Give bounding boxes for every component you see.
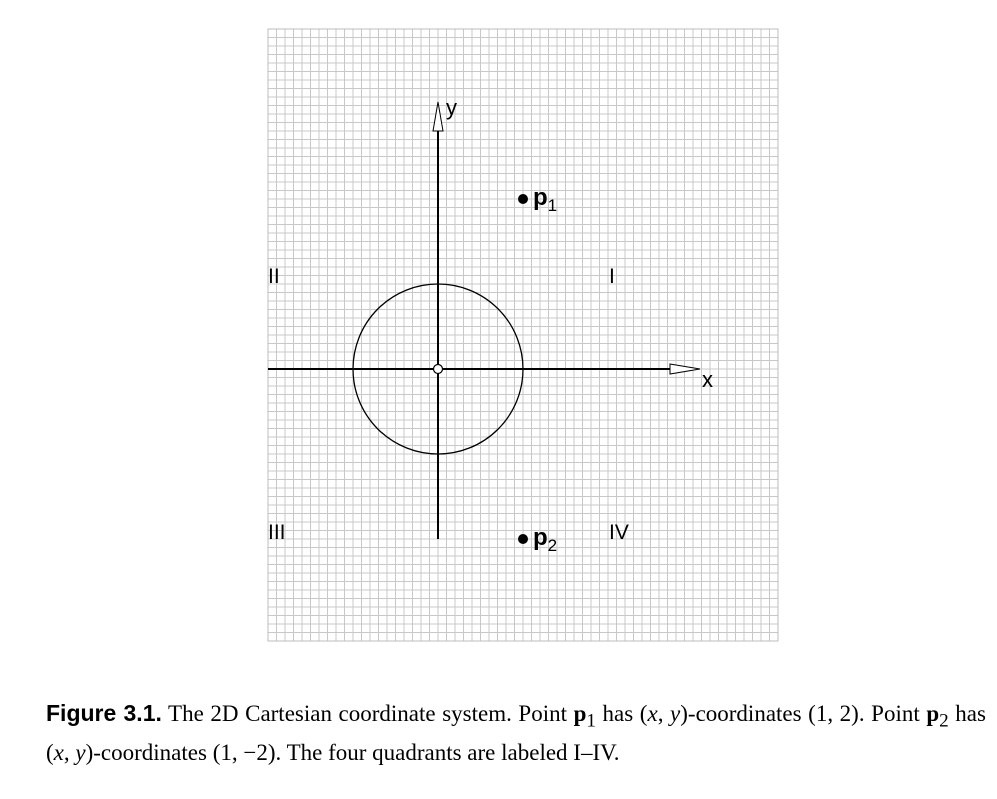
caption-p2-vector: p — [926, 701, 940, 726]
caption-p1-subscript: 1 — [586, 710, 596, 732]
point-p1-label: $p_1$ — [533, 184, 558, 215]
quadrant-label-iii: III — [268, 521, 286, 544]
x-axis-label: x — [702, 367, 713, 392]
origin-marker — [434, 365, 443, 374]
caption-math-y: y — [670, 701, 681, 726]
caption-text: , — [63, 739, 76, 765]
caption-math-x: x — [53, 739, 64, 765]
point-p1-marker — [518, 194, 528, 204]
caption-text: has ( — [595, 701, 648, 726]
y-axis-label: y — [446, 95, 457, 120]
point-p2-marker — [518, 534, 528, 544]
quadrant-label-ii: II — [268, 265, 280, 288]
caption-math-y: y — [75, 739, 86, 765]
quadrant-label-iv: IV — [609, 521, 629, 544]
caption-text: )-coordinates (1, −2). The four quadrants are labeled I–IV. — [85, 739, 620, 765]
point-p2-label: $p_2$ — [533, 524, 558, 555]
caption-text: The 2D Cartesian coordinate system. Point — [161, 701, 574, 726]
y-axis-arrowhead — [433, 102, 443, 131]
graph-paper-grid — [268, 29, 778, 641]
caption-text: has ( — [46, 701, 986, 765]
caption-math-x: x — [647, 701, 658, 726]
caption-p1-vector: p — [573, 701, 587, 726]
quadrant-label-i: I — [609, 265, 615, 288]
figure-caption — [46, 698, 986, 768]
caption-lead: Figure 3.1. — [46, 700, 162, 726]
caption-text: , — [657, 701, 671, 726]
caption-p2-subscript: 2 — [939, 710, 949, 732]
caption-text: )-coordinates (1, 2). Point — [680, 701, 927, 726]
